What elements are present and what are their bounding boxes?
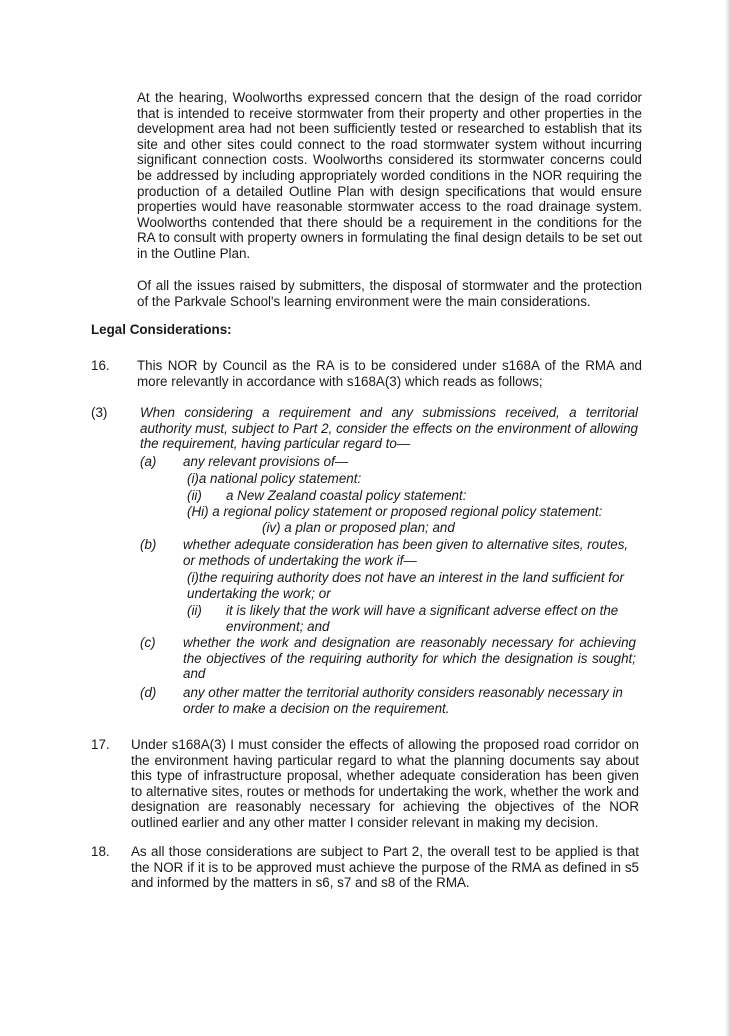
- item-text-17: Under s168A(3) I must consider the effects of allowing the proposed road corridor on the environment having particular regard to what the planning documents say about this type of infrastructure proposal, whether adequate consideration has been given to alternative sites, routes or methods for undertaking the work, whether the work and designation are reasonably necessary for achieving the objectives of the NOR outlined earlier and any other matter I consider relevant in making my decision.: [131, 737, 639, 830]
- paragraph-woolworths: At the hearing, Woolworths expressed concern that the design of the road corridor that is intended to receive stormwater from their property and other properties in the development area had not been sufficiently tested or researched to establish that its site and other sites could connect to the road stormwater system without incurring significant connection costs. Woolworths considered its stormwater concerns could be addressed by including appropriately worded conditions in the NOR requiring the production of a detailed Outline Plan with design specifications that would ensure properties would have reasonable stormwater access to the road drainage system. Woolworths contended that there should be a requirement in the conditions for the RA to consult with property owners in formulating the final design details to be set out in the Outline Plan.: [137, 90, 642, 261]
- quote-number: (3): [91, 405, 108, 420]
- quote-b-ii: it is likely that the work will have a significant adverse effect on the environment; and: [226, 603, 619, 634]
- quote-a-iv: (iv) a plan or proposed plan; and: [262, 520, 455, 535]
- quote-d-text: any other matter the territorial authority considers reasonably necessary in order to make a decision on the requirement.: [183, 685, 623, 716]
- item-number-18: 18.: [91, 844, 110, 859]
- item-text-18: As all those considerations are subject to Part 2, the overall test to be applied is that the NOR if it is to be approved must achieve the purpose of the RMA as defined in s5 and informed by the matters in s6, s7 and s8 of the RMA.: [131, 844, 639, 891]
- quote-a-i: (i)a national policy statement:: [187, 471, 362, 486]
- quote-b-ii-label: (ii): [187, 603, 202, 618]
- quote-intro: When considering a requirement and any submissions received, a territorial authority must, subject to Part 2, consider the effects on the environment of allowing the requirement, having particular regard to—: [140, 405, 638, 452]
- item-number-16: 16.: [91, 358, 110, 373]
- quote-d-label: (d): [140, 685, 157, 700]
- quote-c-label: (c): [140, 635, 156, 650]
- item-number-17: 17.: [91, 737, 110, 752]
- quote-b-i: (i)the requiring authority does not have an interest in the land sufficient for undertaking the work; or: [187, 570, 624, 601]
- quote-b-label: (b): [140, 537, 157, 552]
- paragraph-issues: Of all the issues raised by submitters, the disposal of stormwater and the protection of the Parkvale School's learning environment were the main considerations.: [137, 278, 642, 309]
- item-text-16: This NOR by Council as the RA is to be considered under s168A of the RMA and more relevantly in accordance with s168A(3) which reads as follows;: [137, 358, 642, 389]
- quote-a-ii-label: (ii): [187, 488, 202, 503]
- quote-a-text: any relevant provisions of—: [183, 454, 349, 469]
- quote-b-text: whether adequate consideration has been given to alternative sites, routes, or methods of undertaking the work if—: [183, 537, 629, 568]
- quote-c-text: whether the work and designation are reasonably necessary for achieving the objectives of the requiring authority for which the designation is sought; and: [183, 635, 636, 682]
- quote-a-label: (a): [140, 454, 157, 469]
- quote-a-iii: (Hi) a regional policy statement or proposed regional policy statement:: [187, 504, 603, 519]
- quote-a-ii: a New Zealand coastal policy statement:: [226, 488, 467, 503]
- section-heading: Legal Considerations:: [91, 322, 232, 337]
- page-edge-shadow: [725, 0, 731, 1036]
